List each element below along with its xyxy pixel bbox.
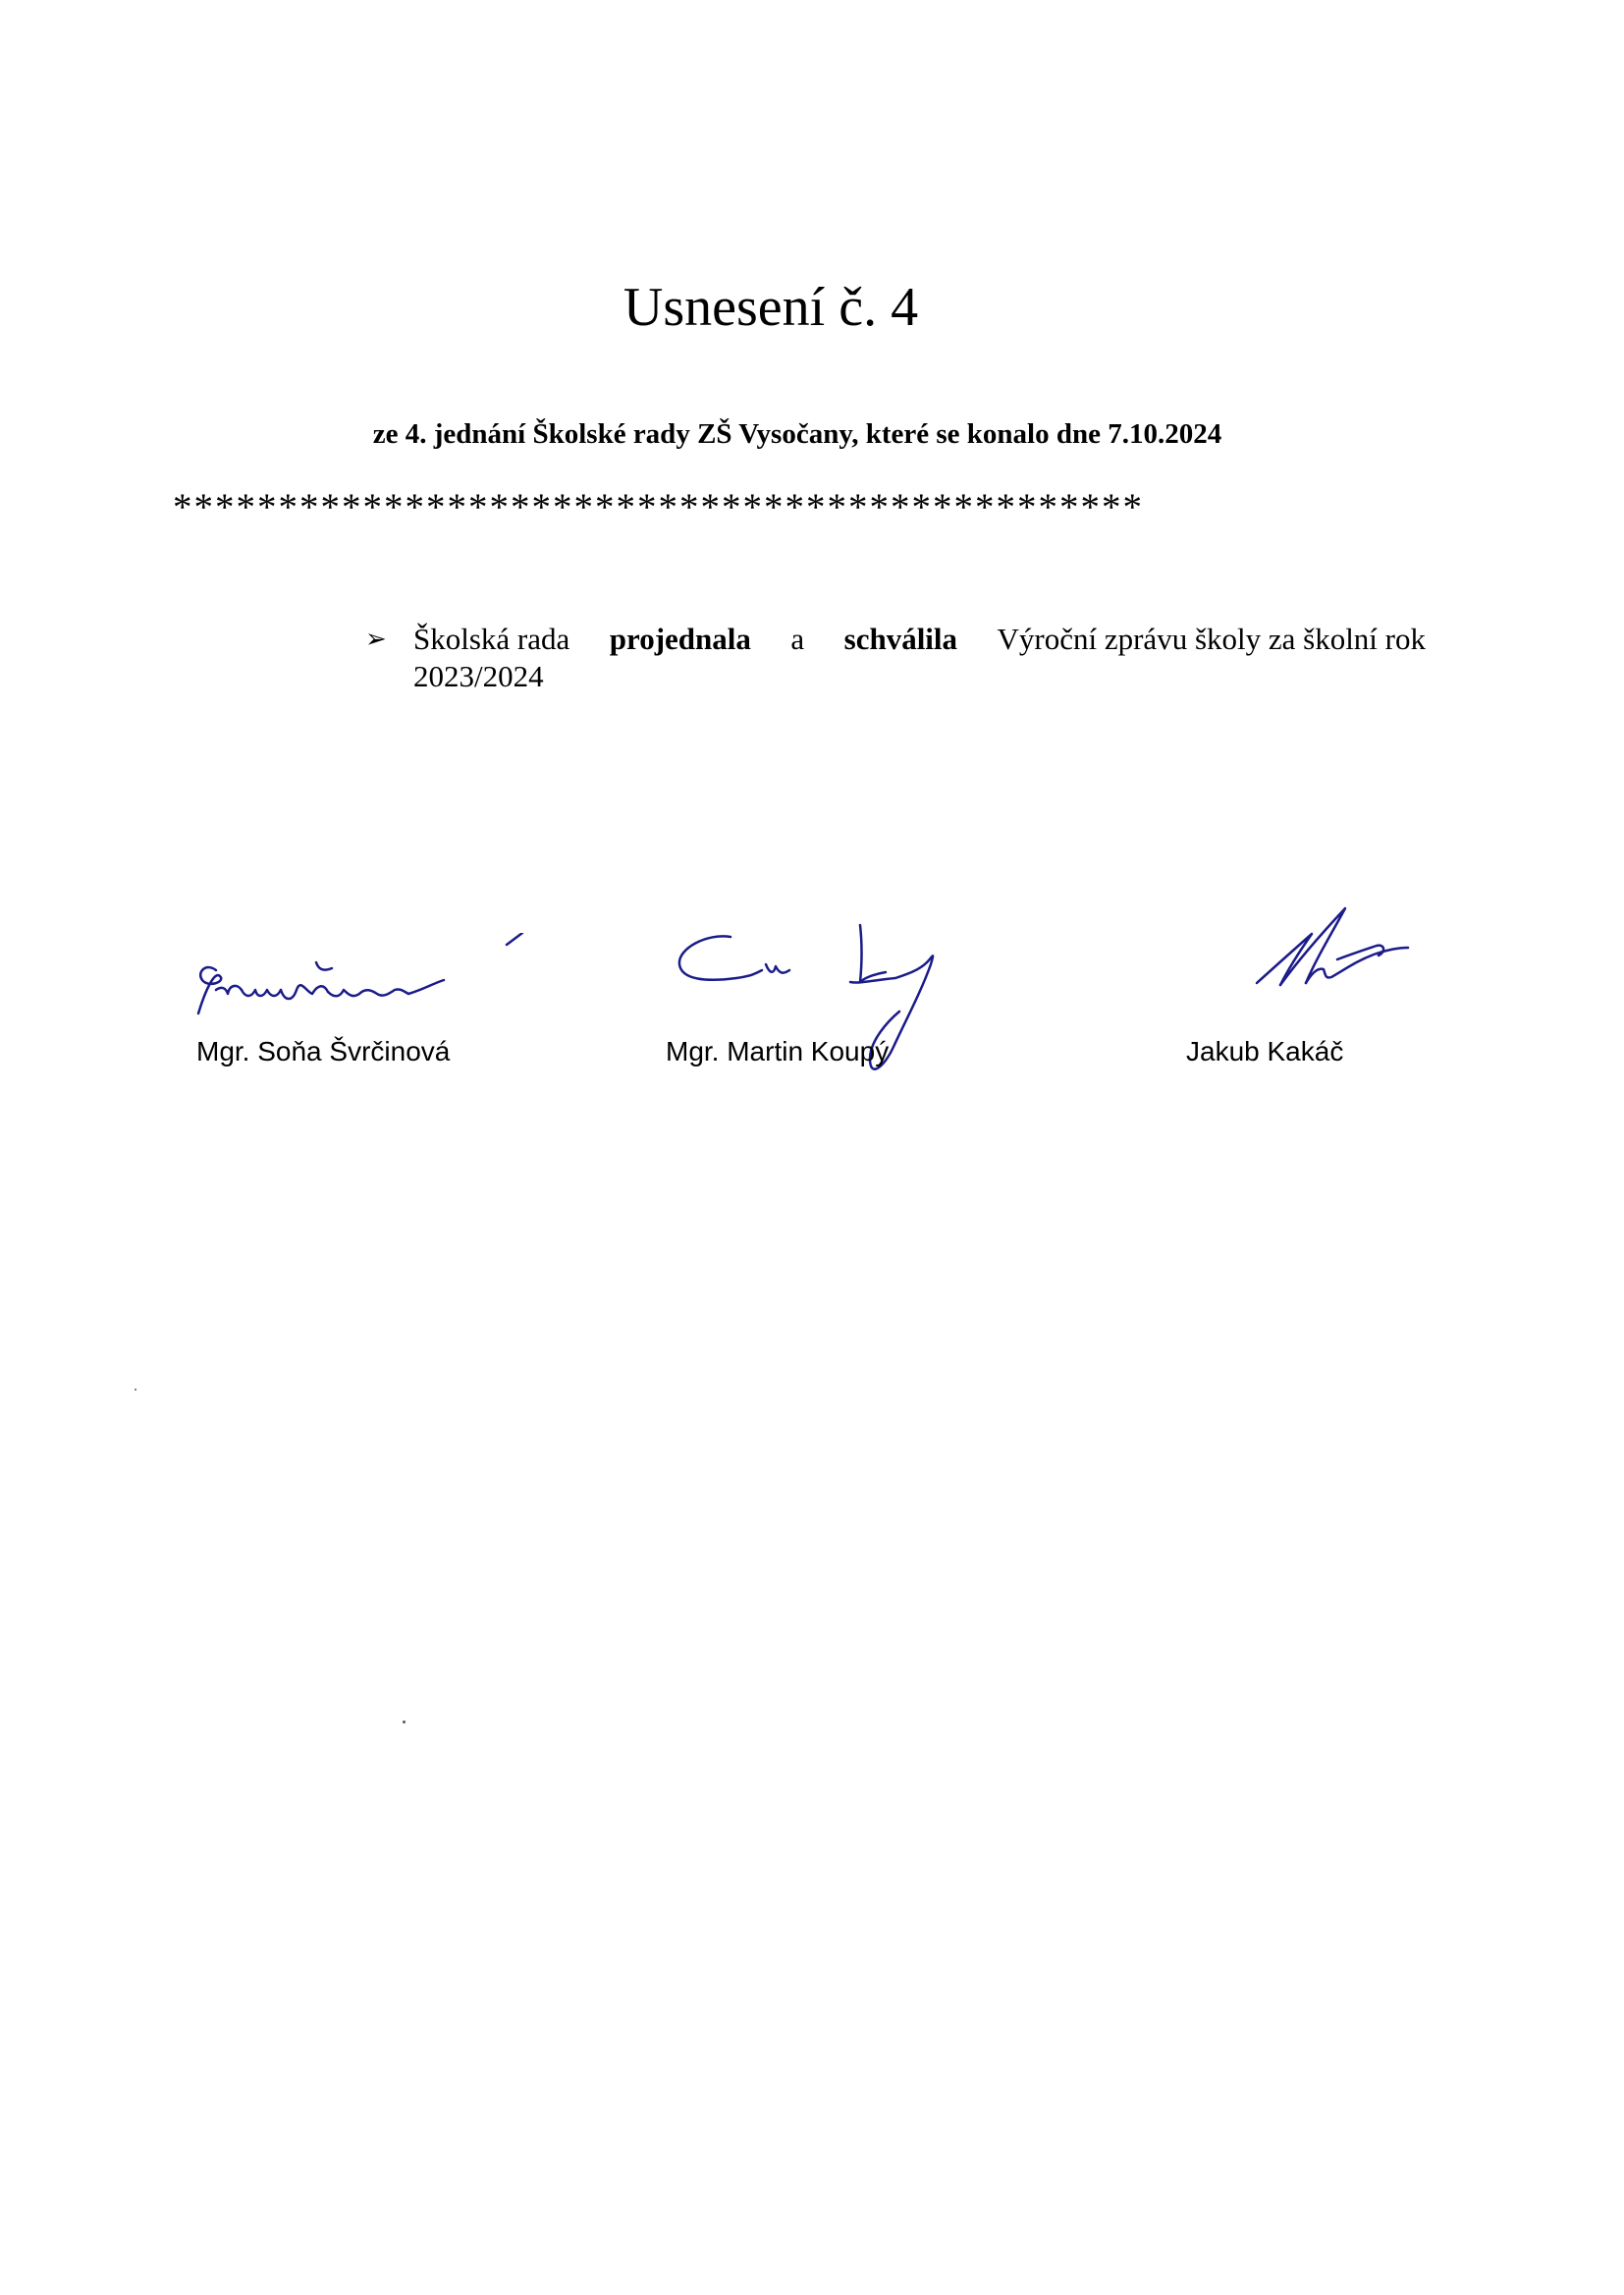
resolution-text-2: a	[790, 622, 805, 656]
signature-svrcinova	[187, 933, 540, 1031]
signature-kakac	[1247, 899, 1424, 997]
arrow-bullet-icon: ➢	[365, 625, 387, 653]
document-subtitle: ze 4. jednání Školské rady ZŠ Vysočany, které se konalo dne 7.10.2024	[372, 418, 1222, 450]
signature-name-kakac: Jakub Kakáč	[1186, 1036, 1344, 1066]
resolution-text	[413, 621, 1426, 695]
resolution-item	[365, 621, 1426, 695]
resolution-text-1: Školská rada	[413, 622, 570, 656]
scan-speck	[403, 1721, 406, 1723]
signature-name-koupy: Mgr. Martin Koupý	[666, 1036, 890, 1066]
scan-speck	[135, 1389, 136, 1391]
separator-stars: **********************************************	[173, 486, 1144, 528]
resolution-verb-discussed: projednala	[609, 622, 751, 656]
resolution-line-2: 2023/2024	[413, 659, 544, 693]
signature-name-svrcinova: Mgr. Soňa Švrčinová	[196, 1036, 451, 1066]
resolution-text-3: Výroční zprávu školy za školní rok	[997, 622, 1426, 656]
resolution-verb-approved: schválila	[843, 622, 958, 656]
resolution-line-1	[413, 621, 1426, 658]
document-title: Usnesení č. 4	[623, 277, 919, 338]
